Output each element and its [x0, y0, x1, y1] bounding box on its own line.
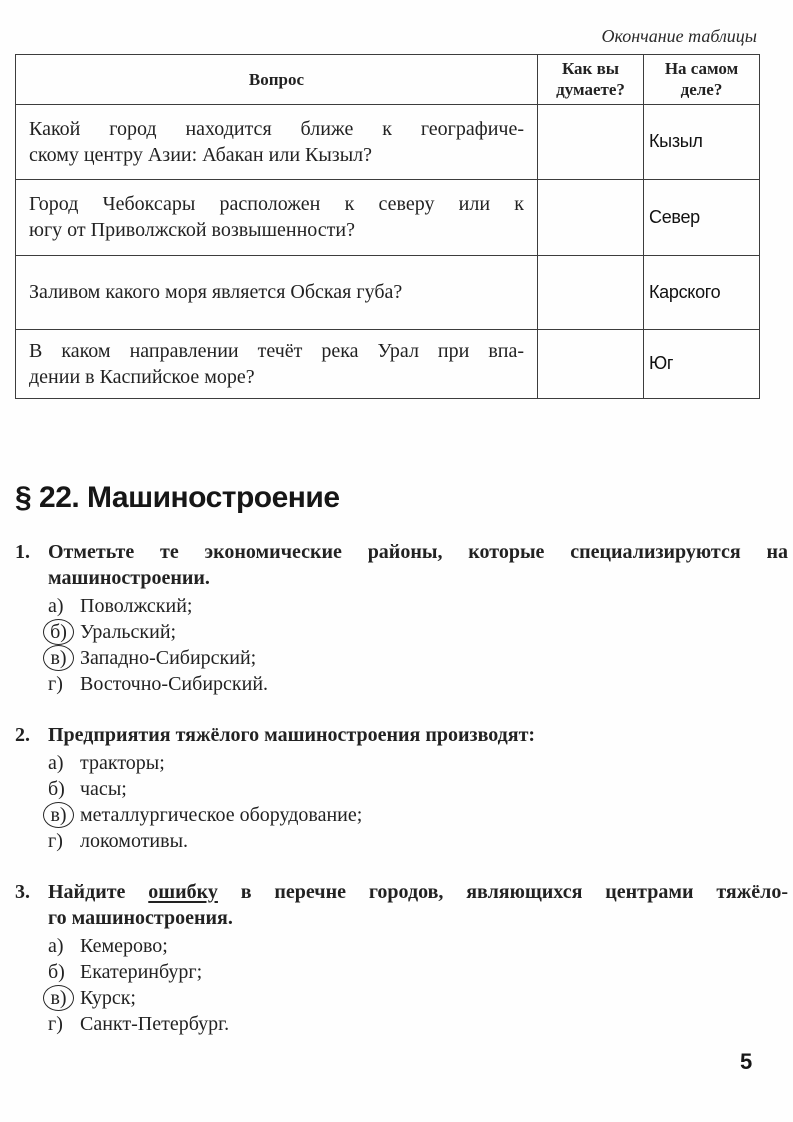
option-letter: б) — [48, 960, 65, 983]
option-text: Кемерово; — [80, 934, 168, 957]
question-block — [15, 722, 793, 854]
answer-option — [48, 645, 788, 671]
question-line: скому центру Азии: Абакан или Кызыл? — [29, 143, 372, 166]
options-list — [48, 750, 788, 854]
answer-option — [48, 750, 788, 776]
table-row — [16, 255, 760, 329]
option-letter: б) — [48, 777, 65, 800]
options-list — [48, 593, 788, 697]
option-text: тракторы; — [80, 751, 165, 774]
table-header-row — [16, 55, 760, 105]
answer-option — [48, 671, 788, 697]
question-number: 3. — [15, 880, 30, 903]
option-text: Екатеринбург; — [80, 960, 203, 983]
prompt-segment: в перечне городов, являющихся центрами тяжёло- — [217, 880, 789, 903]
option-letter: а) — [48, 751, 64, 774]
your-guess-cell — [538, 255, 644, 329]
prompt-segment: Найдите — [48, 880, 149, 903]
answer-option — [48, 1011, 788, 1037]
questions-list — [0, 539, 793, 1037]
option-text: Западно-Сибирский; — [80, 646, 257, 669]
question-main — [48, 879, 788, 1037]
option-letter: г) — [48, 829, 63, 852]
question-main — [48, 539, 788, 697]
answer-option — [48, 619, 788, 645]
section-heading: § 22. Машиностроение — [15, 480, 340, 514]
table-body — [16, 104, 760, 398]
answer-option — [48, 802, 788, 828]
col-header-your-guess: Как вы думаете? — [538, 55, 644, 105]
prompt-segment: машиностроении. — [48, 566, 210, 589]
underlined-word: ошибку — [148, 880, 218, 903]
answer-option — [48, 933, 788, 959]
option-text: часы; — [80, 777, 127, 800]
table-continuation-label: Окончание таблицы — [601, 26, 757, 46]
option-text: Восточно-Сибирский. — [80, 672, 269, 695]
prompt-line — [48, 722, 788, 748]
question-line: Город Чебоксары расположен к северу или к — [29, 193, 524, 215]
options-list — [48, 933, 788, 1037]
actual-answer-cell: Север — [644, 179, 760, 255]
answer-option — [48, 959, 788, 985]
prompt-line — [48, 565, 788, 591]
table-row — [16, 104, 760, 179]
answer-option — [48, 985, 788, 1011]
prompt-line — [48, 905, 788, 931]
question-line: Какой город находится ближе к географиче- — [29, 117, 524, 140]
col-header-question: Вопрос — [16, 55, 538, 105]
question-prompt — [48, 539, 788, 591]
option-text: Санкт-Петербург. — [80, 1012, 230, 1035]
circled-option-letter: б) — [43, 619, 74, 645]
option-text: локомотивы. — [80, 829, 189, 852]
circled-option-letter: в) — [43, 985, 74, 1011]
question-cell — [16, 329, 538, 398]
option-text: металлургическое оборудование; — [80, 803, 363, 826]
question-line: Заливом какого моря является Обская губа? — [29, 281, 403, 303]
option-text: Поволжский; — [80, 594, 193, 617]
question-number: 1. — [15, 540, 30, 563]
your-guess-cell — [538, 104, 644, 179]
prompt-segment: Отметьте те экономические районы, которые специализируются на — [48, 540, 788, 563]
question-block — [15, 879, 793, 1037]
question-prompt — [48, 879, 788, 931]
answer-option — [48, 828, 788, 854]
actual-answer-cell: Кызыл — [644, 104, 760, 179]
actual-answer-cell: Карского — [644, 255, 760, 329]
prompt-segment: Предприятия тяжёлого машиностроения производят: — [48, 723, 536, 746]
question-number: 2. — [15, 723, 30, 746]
your-guess-cell — [538, 329, 644, 398]
prompt-line — [48, 539, 788, 565]
question-line: В каком направлении течёт река Урал при впа- — [29, 339, 524, 362]
actual-answer-cell: Юг — [644, 329, 760, 398]
question-block — [15, 539, 793, 697]
prompt-line — [48, 879, 788, 905]
question-prompt — [48, 722, 788, 748]
question-main — [48, 722, 788, 854]
table-row — [16, 329, 760, 398]
answer-option — [48, 593, 788, 619]
option-letter: а) — [48, 934, 64, 957]
question-line: дении в Каспийское море? — [29, 365, 255, 388]
circled-option-letter: в) — [43, 802, 74, 828]
option-letter: г) — [48, 672, 63, 695]
option-letter: г) — [48, 1012, 63, 1035]
circled-option-letter: в) — [43, 645, 74, 671]
option-text: Курск; — [80, 986, 136, 1009]
question-cell — [16, 179, 538, 255]
answer-option — [48, 776, 788, 802]
question-cell — [16, 255, 538, 329]
question-cell — [16, 104, 538, 179]
quiz-table — [15, 54, 760, 399]
table-row — [16, 179, 760, 255]
option-letter: а) — [48, 594, 64, 617]
prompt-segment: го машиностроения. — [48, 906, 233, 929]
page-number: 5 — [740, 1049, 753, 1074]
your-guess-cell — [538, 179, 644, 255]
option-text: Уральский; — [80, 620, 177, 643]
question-line: югу от Приволжской возвышенности? — [29, 219, 355, 241]
col-header-actual: На самом деле? — [644, 55, 760, 105]
